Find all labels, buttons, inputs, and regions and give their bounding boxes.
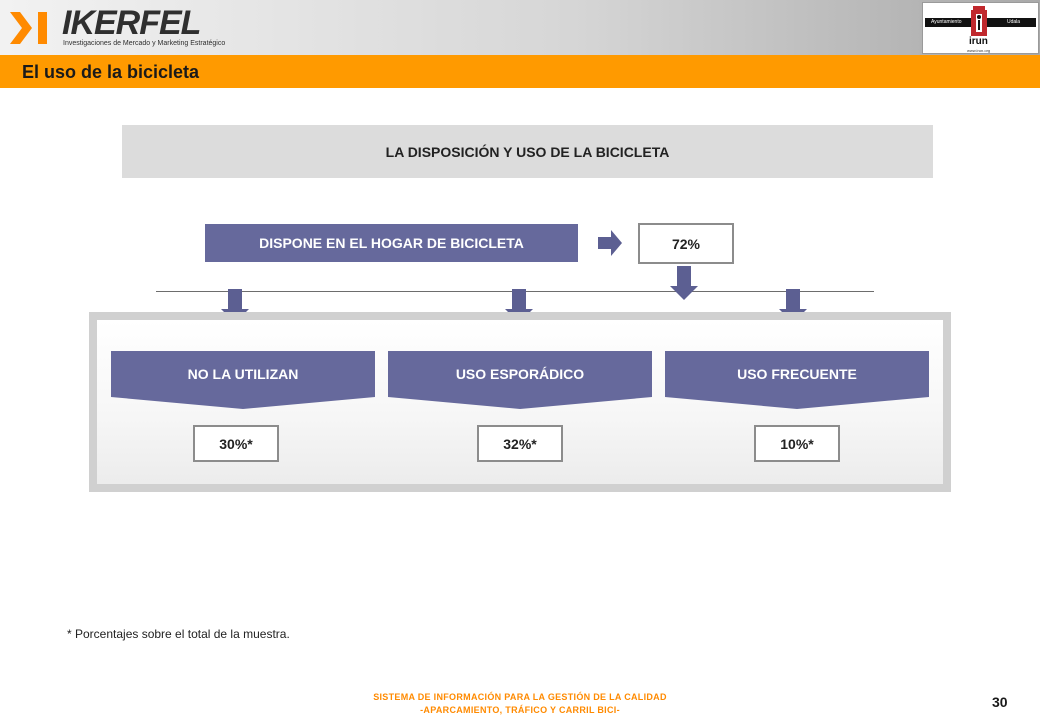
category-uso-frecuente bbox=[665, 351, 929, 409]
city-badge-right-label: Udala bbox=[1007, 19, 1021, 25]
city-emblem-icon bbox=[969, 6, 989, 38]
city-badge bbox=[922, 2, 1039, 54]
category-value-uso-frecuente: 10%* bbox=[754, 425, 840, 462]
down-arrow-icon bbox=[670, 266, 698, 300]
city-badge-left-label: Ayuntamiento bbox=[931, 19, 962, 25]
section-title: El uso de la bicicleta bbox=[22, 62, 200, 82]
dispone-value: 72% bbox=[638, 223, 734, 264]
footnote: * Porcentajes sobre el total de la muestra. bbox=[67, 627, 290, 641]
category-label: USO ESPORÁDICO bbox=[455, 366, 585, 382]
category-uso-esporadico bbox=[388, 351, 652, 409]
category-value-no-la-utilizan: 30%* bbox=[193, 425, 279, 462]
category-label: USO FRECUENTE bbox=[737, 366, 857, 382]
category-label: NO LA UTILIZAN bbox=[187, 366, 299, 382]
diagram-title: LA DISPOSICIÓN Y USO DE LA BICICLETA bbox=[122, 125, 933, 178]
footer-title: SISTEMA DE INFORMACIÓN PARA LA GESTIÓN DE LA CALIDAD bbox=[373, 692, 667, 702]
category-value-uso-esporadico: 32%* bbox=[477, 425, 563, 462]
city-web: www.irun.org bbox=[967, 48, 991, 53]
logo-tagline: Investigaciones de Mercado y Marketing Estratégico bbox=[63, 40, 226, 47]
page-number: 30 bbox=[992, 694, 1008, 710]
ikerfel-chevron-icon bbox=[10, 8, 52, 48]
category-no-la-utilizan bbox=[111, 351, 375, 409]
footer-subtitle: -APARCAMIENTO, TRÁFICO Y CARRIL BICI- bbox=[420, 705, 620, 715]
dispone-box: DISPONE EN EL HOGAR DE BICICLETA bbox=[205, 224, 578, 262]
city-name: irun bbox=[969, 36, 988, 47]
right-arrow-icon bbox=[598, 230, 622, 256]
logo-name: IKERFEL bbox=[62, 4, 201, 42]
